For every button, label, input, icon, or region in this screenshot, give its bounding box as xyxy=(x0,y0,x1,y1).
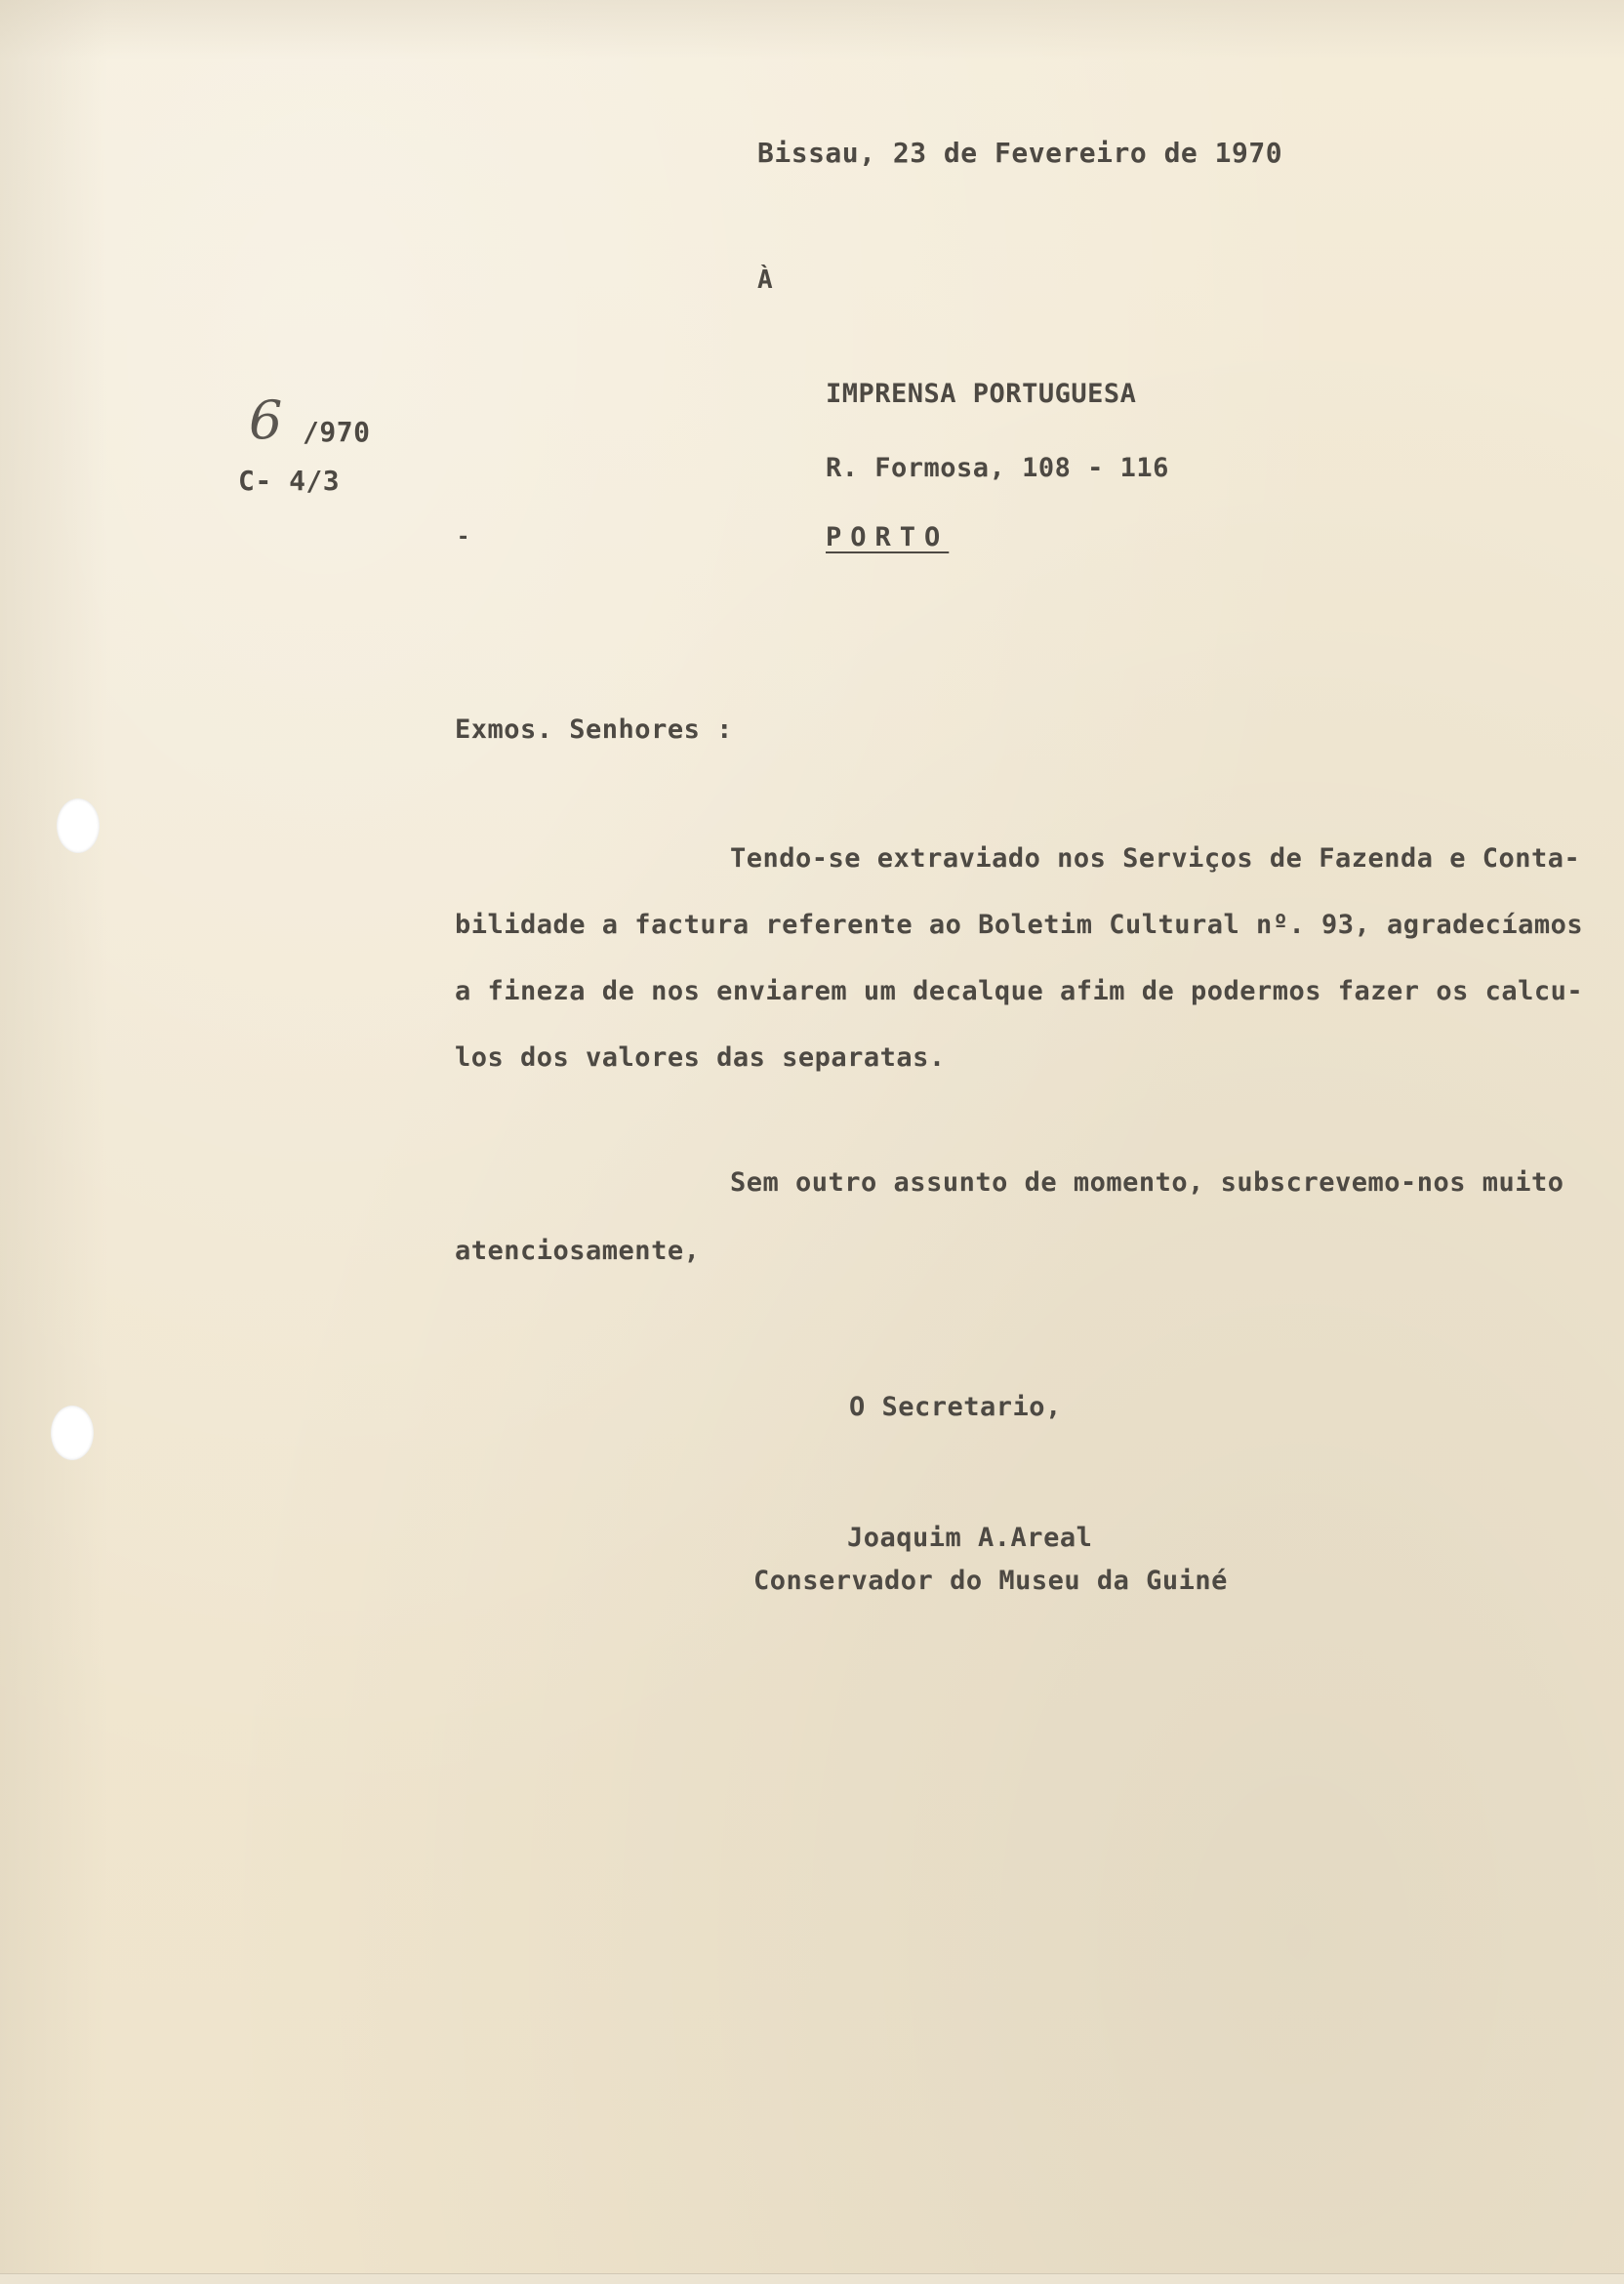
salutation: Exmos. Senhores : xyxy=(455,714,733,745)
signatory-name: Joaquim A.Areal xyxy=(847,1523,1093,1553)
handwritten-reference-number: 6 xyxy=(249,389,283,451)
recipient-name: IMPRENSA PORTUGUESA xyxy=(826,379,1137,409)
paragraph-1-line: bilidade a factura referente ao Boletim Cultural nº. 93, agradecíamos xyxy=(455,910,1584,940)
margin-dot-mark: - xyxy=(457,525,470,550)
punch-hole-top xyxy=(57,798,100,853)
reference-code: C- 4/3 xyxy=(238,465,341,497)
paragraph-1-line: a fineza de nos enviarem um decalque afim de podermos fazer os calcu- xyxy=(455,976,1584,1006)
paper-bottom-edge xyxy=(0,2273,1624,2284)
punch-hole-bottom xyxy=(51,1406,94,1460)
paragraph-1-line: Tendo-se extraviado nos Serviços de Fazenda e Conta- xyxy=(730,843,1581,874)
paragraph-2-line: atenciosamente, xyxy=(455,1236,701,1266)
paragraph-1-line: los dos valores das separatas. xyxy=(455,1042,946,1073)
signatory-role: Conservador do Museu da Guiné xyxy=(753,1566,1228,1596)
recipient-city: PORTO xyxy=(826,522,950,552)
closing-title: O Secretario, xyxy=(849,1392,1062,1422)
paper-fold-shadow-top xyxy=(0,0,1624,59)
recipient-prefix: À xyxy=(757,265,774,295)
reference-year: /970 xyxy=(303,416,371,448)
paragraph-2-line: Sem outro assunto de momento, subscrevemo-nos muito xyxy=(730,1167,1564,1198)
letter-date: Bissau, 23 de Fevereiro de 1970 xyxy=(757,137,1283,169)
paper-fold-shadow-left xyxy=(0,0,107,2284)
recipient-street: R. Formosa, 108 - 116 xyxy=(826,453,1169,483)
